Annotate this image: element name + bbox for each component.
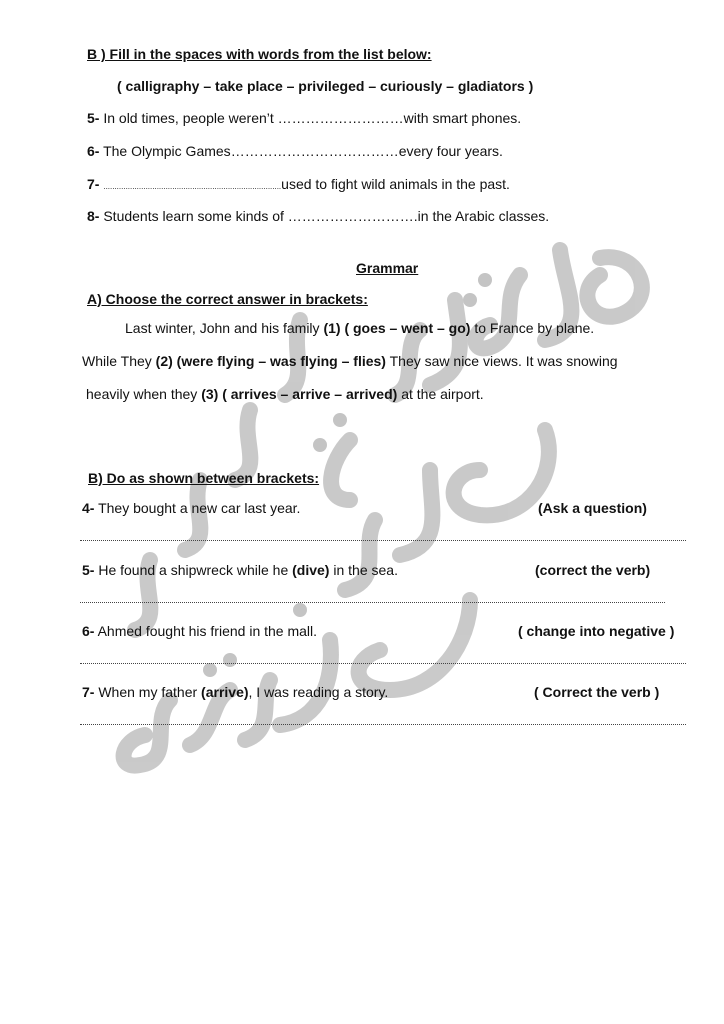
instruction-ask-question: (Ask a question) [538, 500, 647, 516]
answer-blank[interactable]: ................................................................................ [103, 182, 282, 191]
item-text: every four years. [398, 143, 503, 159]
task-text: When my father [94, 684, 202, 700]
word-list: ( calligraphy – take place – privileged – curiously – gladiators ) [117, 78, 534, 94]
fill-in-title: B ) Fill in the spaces with words from the list below: [87, 46, 432, 62]
item-number: 8- [87, 208, 100, 224]
task-text: He found a shipwreck while he [94, 562, 293, 578]
item-number: 6- [82, 623, 95, 639]
task-item-7 [82, 684, 388, 700]
item-text: The Olympic Games [99, 143, 231, 159]
item-text: with smart phones. [403, 110, 522, 126]
item-number: 6- [87, 143, 100, 159]
task-item-4 [82, 500, 300, 516]
answer-line[interactable] [80, 600, 665, 603]
task-text: in the sea. [329, 562, 398, 578]
answer-line[interactable] [80, 722, 686, 725]
task-text: Ahmed fought his friend in the mall. [94, 623, 318, 639]
paragraph-text: Last winter, John and his family [125, 320, 324, 336]
item-text: .in the Arabic classes. [413, 208, 550, 224]
paragraph-line-3 [86, 386, 484, 402]
instruction-change-negative: ( change into negative ) [518, 623, 675, 639]
fill-item-6 [87, 143, 503, 159]
task-verb: (dive) [292, 562, 330, 578]
item-number: 4- [82, 500, 95, 516]
instruction-correct-verb: (correct the verb) [535, 562, 651, 578]
choice-1[interactable]: (1) ( goes – went – go) [323, 320, 471, 336]
instruction-correct-verb-2: ( Correct the verb ) [534, 684, 660, 700]
do-as-shown-title: B) Do as shown between brackets: [88, 470, 320, 486]
paragraph-text: heavily when they [86, 386, 202, 402]
paragraph-line-2 [82, 353, 618, 369]
answer-line[interactable] [80, 538, 686, 541]
item-number: 7- [82, 684, 95, 700]
choose-title: A) Choose the correct answer in brackets: [87, 291, 368, 307]
item-text: In old times, people weren’t [99, 110, 278, 126]
fill-item-5 [87, 110, 521, 126]
answer-blank[interactable]: ……………………………… [230, 143, 399, 159]
item-text: Students learn some kinds of [99, 208, 288, 224]
task-item-5 [82, 562, 398, 578]
choice-3[interactable]: (3) ( arrives – arrive – arrived) [201, 386, 398, 402]
item-number: 5- [87, 110, 100, 126]
task-verb: (arrive) [201, 684, 249, 700]
answer-line[interactable] [80, 661, 686, 664]
fill-item-8 [87, 208, 549, 224]
task-item-6 [82, 623, 317, 639]
item-text: used to fight wild animals in the past. [281, 176, 510, 192]
answer-blank[interactable]: ……………………… [277, 110, 404, 126]
item-number: 5- [82, 562, 95, 578]
paragraph-text: While They [82, 353, 156, 369]
paragraph-text: to France by plane. [470, 320, 595, 336]
grammar-heading: Grammar [356, 260, 419, 276]
item-number: 7- [87, 176, 100, 192]
choice-2[interactable]: (2) (were flying – was flying – flies) [155, 353, 386, 369]
task-text: They bought a new car last year. [94, 500, 301, 516]
paragraph-text: at the airport. [397, 386, 484, 402]
paragraph-text: They saw nice views. It was snowing [385, 353, 618, 369]
answer-blank[interactable]: ……………………… [287, 208, 414, 224]
paragraph-line-1 [125, 320, 594, 336]
fill-item-7 [87, 176, 510, 192]
task-text: , I was reading a story. [248, 684, 389, 700]
